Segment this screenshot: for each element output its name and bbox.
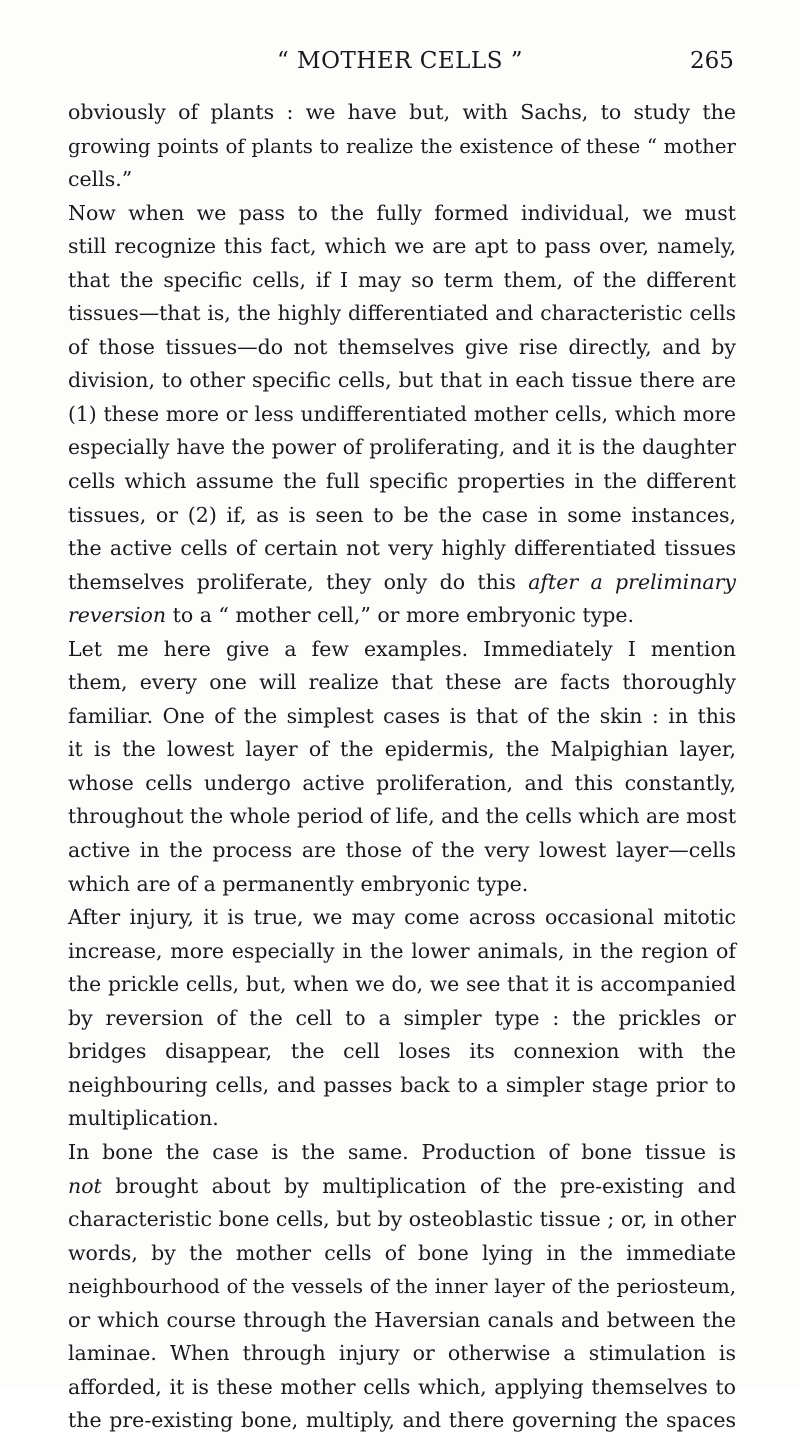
text-line: In bone the case is the same. Production of bone tissue is: [68, 1139, 736, 1164]
running-title: “ MOTHER CELLS ”: [276, 48, 524, 74]
page-number: 265: [690, 48, 734, 74]
text-line: growing points of plants to realize the existence of these “ mother: [68, 134, 736, 158]
text-line: of those tissues—do not themselves give rise directly, and by: [68, 334, 736, 359]
text-line: words, by the mother cells of bone lying in the immediate: [68, 1240, 736, 1265]
body-text: [68, 96, 736, 1438]
text-line: Let me here give a few examples. Immediately I mention: [68, 636, 736, 661]
text-line: bridges disappear, the cell loses its connexion with the: [68, 1039, 736, 1064]
text-line: laminae. When through injury or otherwise a stimulation is: [68, 1341, 736, 1366]
text-line: active in the process are those of the very lowest layer—cells: [68, 838, 736, 863]
text-line: the prickle cells, but, when we do, we see that it is accompanied: [68, 972, 736, 997]
text-line: afforded, it is these mother cells which, applying themselves to: [68, 1374, 736, 1399]
text-line: reversion to a “ mother cell,” or more embryonic type.: [68, 603, 634, 628]
text-line: still recognize this fact, which we are apt to pass over, namely,: [68, 234, 736, 259]
italic-phrase: after a preliminary: [528, 569, 737, 594]
running-head: [0, 48, 800, 84]
text-line: which are of a permanently embryonic type.: [68, 871, 529, 896]
text-line: familiar. One of the simplest cases is that of the skin : in this: [68, 703, 736, 728]
text-line: multiplication.: [68, 1106, 219, 1131]
text-line: or which course through the Haversian canals and between the: [68, 1307, 736, 1332]
text-line: division, to other specific cells, but that in each tissue there are: [68, 368, 736, 393]
text-line: tissues, or (2) if, as is seen to be the case in some instances,: [68, 502, 736, 527]
italic-word: reversion: [68, 603, 167, 628]
text-line: Now when we pass to the fully formed individual, we must: [68, 200, 736, 225]
text-line: that the specific cells, if I may so term them, of the different: [68, 267, 736, 292]
text-line: by reversion of the cell to a simpler type : the prickles or: [68, 1005, 736, 1030]
text-line: it is the lowest layer of the epidermis, the Malpighian layer,: [68, 737, 736, 762]
text-line: tissues—that is, the highly differentiated and characteristic cells: [68, 301, 736, 326]
text-line: whose cells undergo active proliferation, and this constantly,: [68, 770, 736, 795]
text-line: neighbouring cells, and passes back to a simpler stage prior to: [68, 1072, 736, 1097]
text-line: After injury, it is true, we may come across occasional mitotic: [68, 905, 736, 930]
text-line: (1) these more or less undifferentiated mother cells, which more: [68, 401, 736, 426]
text-line: throughout the whole period of life, and the cells which are most: [68, 804, 737, 829]
text-line: not brought about by multiplication of the pre-existing and: [68, 1173, 736, 1198]
text-line: characteristic bone cells, but by osteoblastic tissue ; or, in other: [68, 1207, 736, 1232]
text-line: increase, more especially in the lower animals, in the region of: [68, 938, 736, 963]
text-line: especially have the power of proliferating, and it is the daughter: [68, 435, 736, 460]
text-line: the pre-existing bone, multiply, and there governing the spaces: [68, 1408, 736, 1433]
text-line: cells.”: [68, 167, 133, 192]
text-line: obviously of plants : we have but, with Sachs, to study the: [68, 100, 736, 124]
text-line: neighbourhood of the vessels of the inner layer of the periosteum,: [68, 1275, 736, 1299]
italic-word: not: [68, 1173, 102, 1198]
text-line: themselves proliferate, they only do this after a preliminary: [68, 569, 737, 594]
text-line: them, every one will realize that these are facts thoroughly: [68, 670, 736, 695]
text-line: cells which assume the full specific properties in the different: [68, 469, 736, 494]
text-line: the active cells of certain not very highly differentiated tissues: [68, 536, 736, 561]
